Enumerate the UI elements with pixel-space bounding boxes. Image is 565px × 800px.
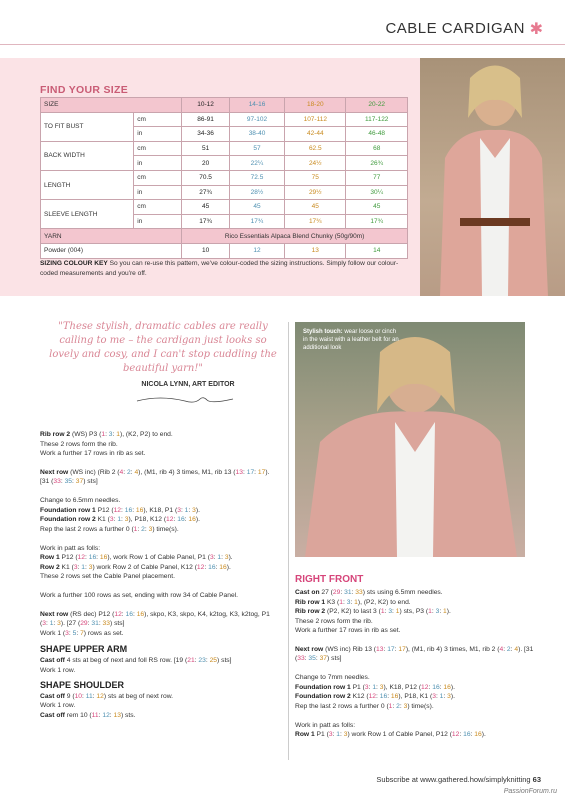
measure-label: SLEEVE LENGTH	[41, 200, 134, 229]
size-value: 16	[432, 683, 440, 691]
instruction-line: These 2 rows set the Cable Panel placement.	[40, 573, 175, 580]
value-cell: 75	[285, 170, 346, 185]
size-value: 4	[134, 469, 139, 476]
size-value: 2	[506, 646, 511, 653]
size-value: 3	[148, 525, 153, 533]
size-value: 3	[108, 431, 113, 438]
size-value: 16	[135, 506, 144, 514]
instruction-line: These 2 rows form the rib.	[40, 440, 118, 448]
size-value: 11	[91, 711, 99, 719]
size-value: 13	[113, 711, 121, 719]
rep-rows: Rep the last 2 rows a further 0 (1: 2: 3) time(s).	[40, 525, 179, 533]
size-value: 16	[208, 563, 216, 571]
size-value: 12	[196, 563, 205, 571]
value-cell: 27¾	[182, 185, 230, 200]
instruction-line: Change to 6.5mm needles.	[40, 497, 121, 504]
header-divider	[0, 44, 565, 45]
size-value: 1	[443, 608, 447, 615]
colour-key-text: So you can re-use this pattern, we've colour-coded the sizing instructions. Simply follow our colour-coded measurements and you're off.	[40, 260, 399, 277]
foundation-row-2: Foundation row 2 K1 (3: 1: 3), P18, K12 (12: 16: 16).	[40, 516, 200, 523]
value-cell: 45	[285, 200, 346, 215]
instruction-line: Change to 7mm needles.	[295, 674, 370, 681]
value-cell: 72.5	[229, 170, 284, 185]
size-cell: 20-22	[346, 98, 408, 113]
size-header-row	[41, 98, 408, 113]
sizing-colour-key	[40, 259, 410, 278]
size-cell: 14-16	[229, 98, 284, 113]
size-value: 3	[403, 702, 408, 710]
size-value: 13	[376, 646, 384, 653]
powder-value: 14	[346, 243, 408, 258]
foundation-row-1-right: Foundation row 1 P1 (3: 1: 3), K18, P12 (12: 16: 16).	[295, 683, 455, 691]
size-value: 16	[390, 693, 399, 700]
rep-rows-right: Rep the last 2 rows a further 0 (1: 2: 3) time(s).	[295, 702, 434, 710]
size-value: 16	[88, 554, 97, 561]
measure-row-cm	[41, 170, 408, 185]
value-cell: 24½	[285, 156, 346, 171]
size-value: 3	[209, 554, 214, 561]
size-value: 1	[116, 431, 120, 438]
powder-value: 10	[182, 243, 230, 258]
size-value: 3	[343, 731, 348, 738]
cast-off-9: Cast off 9 (10: 11: 12) sts at beg of next row.	[40, 692, 174, 700]
cast-off-4: Cast off 4 sts at beg of next and foll RS row. [19 (21: 23: 25) sts]	[40, 657, 232, 664]
size-value: 3	[346, 598, 351, 606]
size-value: 7	[80, 630, 84, 637]
value-cell: 68	[346, 141, 408, 156]
size-value: 2	[141, 525, 145, 533]
asterisk-icon: ✱	[529, 21, 543, 38]
unit-cm: cm	[134, 141, 182, 156]
photo-caption	[303, 328, 399, 352]
size-value: 1	[354, 598, 358, 606]
rib-row-2: Rib row 2 (WS) P3 (1: 3: 1), (K2, P2) to end.	[40, 431, 173, 438]
model-illustration-top	[420, 58, 565, 296]
instruction-line: Work in patt as folls:	[40, 544, 101, 552]
model-illustration-bottom	[295, 322, 525, 557]
model-photo-bottom	[295, 322, 525, 557]
watermark: PassionForum.ru	[503, 788, 557, 795]
yarn-value: Rico Essentials Alpaca Blend Chunky (50g/90m)	[182, 229, 408, 244]
page-title: CABLE CARDIGAN	[385, 20, 525, 37]
page-number: 63	[532, 775, 541, 784]
measure-row-cm	[41, 141, 408, 156]
size-value: 17	[257, 469, 266, 476]
size-value: 17	[246, 469, 255, 476]
size-value: 16	[474, 731, 482, 738]
size-value: 16	[379, 693, 388, 700]
next-row-right: Next row (WS inc) Rib 13 (13: 17: 17), (M1, rib 4) 3 times, M1, rib 2 (4: 2: 4). [31 (33: 35: 37) sts]	[295, 646, 534, 663]
size-value: 3	[42, 620, 46, 628]
size-value: 1	[184, 506, 189, 514]
value-cell: 17¾	[346, 214, 408, 229]
size-value: 4	[514, 646, 519, 653]
value-cell: 30¼	[346, 185, 408, 200]
size-value: 3	[124, 516, 129, 523]
size-value: 16	[177, 516, 185, 523]
size-value: 2	[396, 702, 400, 710]
size-value: 1	[428, 608, 432, 615]
size-value: 1	[395, 608, 400, 615]
rib-row-1: Rib row 1 K3 (1: 3: 1), (P2, K2) to end.	[295, 598, 411, 606]
value-cell: 97-102	[229, 112, 284, 127]
size-value: 33	[53, 478, 61, 486]
size-value: 12	[102, 711, 110, 719]
size-value: 12	[166, 516, 174, 523]
size-value: 1	[388, 702, 393, 710]
size-value: 1	[339, 598, 343, 606]
footer	[376, 775, 541, 784]
unit-in: in	[134, 127, 182, 142]
powder-value: 12	[229, 243, 284, 258]
row-1-right: Row 1 P1 (3: 1: 3) work Row 1 of Cable Panel, P12 (12: 16: 16).	[295, 731, 486, 738]
size-value: 17	[398, 646, 406, 653]
size-value: 3	[364, 683, 369, 691]
pull-quote: "These stylish, dramatic cables are really calling to me – the cardigan just looks so lovely and cosy, and I can't stop cuddling the beautiful yarn!"	[49, 321, 277, 374]
size-value: 35	[308, 655, 316, 663]
instruction-line: Work a further 17 rows in rib as set.	[40, 450, 146, 457]
yarn-label: YARN	[41, 229, 182, 244]
size-value: 3	[73, 563, 78, 571]
photo-caption-bold: Stylish touch:	[303, 329, 343, 335]
size-value: 3	[192, 506, 196, 514]
size-value: 11	[85, 692, 93, 700]
size-value: 29	[80, 620, 88, 628]
value-cell: 70.5	[182, 170, 230, 185]
value-cell: 22¼	[229, 156, 284, 171]
size-value: 17	[387, 646, 395, 653]
size-value: 3	[177, 506, 181, 514]
instruction-line: Work in patt as folls:	[295, 721, 356, 729]
instruction-line: These 2 rows form the rib.	[295, 617, 373, 625]
measure-row-cm	[41, 112, 408, 127]
instruction-line: Work a further 100 rows as set, ending with row 34 of Cable Panel.	[40, 592, 239, 599]
footer-subscribe: Subscribe at www.gathered.how/simplyknitting	[376, 775, 531, 784]
size-value: 3	[447, 693, 451, 700]
size-value: 1	[336, 731, 341, 738]
value-cell: 62.5	[285, 141, 346, 156]
value-cell: 107-112	[285, 112, 346, 127]
cast-on: Cast on 27 (29: 31: 33) sts using 6.5mm needles.	[295, 589, 443, 596]
measure-label: BACK WIDTH	[41, 141, 134, 170]
colour-key-label: SIZING COLOUR KEY	[40, 260, 108, 267]
size-value: 2	[126, 469, 131, 476]
value-cell: 117-122	[346, 112, 408, 127]
size-value: 1	[380, 608, 385, 615]
column-divider	[288, 322, 289, 760]
size-value: 1	[49, 620, 54, 628]
rib-row-2-right: Rib row 2 (P2, K2) to last 3 (1: 3: 1) sts, P3 (1: 3: 1).	[295, 608, 451, 615]
size-value: 12	[368, 693, 377, 700]
instruction-line: Work a further 17 rows in rib as set.	[295, 627, 401, 634]
shape-shoulder-heading: SHAPE SHOULDER	[40, 679, 125, 690]
size-value: 16	[443, 683, 451, 691]
size-value: 4	[499, 646, 504, 653]
foundation-row-1: Foundation row 1 P12 (12: 16: 16), K18, P1 (3: 1: 3).	[40, 506, 200, 514]
size-value: 37	[319, 655, 328, 663]
next-row-rs: Next row (RS dec) P12 (12: 16: 16), skpo, K3, skpo, K4, k2tog, K3, k2tog, P1 (3: 1: 3). [27 (29: 31: 33) sts]	[40, 611, 270, 628]
size-value: 12	[421, 683, 429, 691]
flourish-icon	[135, 393, 235, 407]
yarn-row	[41, 229, 408, 244]
measure-label: LENGTH	[41, 170, 134, 199]
cast-off-rem: Cast off rem 10 (11: 12: 13) sts.	[40, 711, 136, 719]
unit-cm: cm	[134, 112, 182, 127]
value-cell: 17¾	[182, 214, 230, 229]
measure-label: TO FIT BUST	[41, 112, 134, 141]
size-value: 1	[117, 516, 122, 523]
value-cell: 45	[182, 200, 230, 215]
size-value: 37	[75, 478, 84, 486]
size-value: 1	[101, 431, 106, 438]
value-cell: 20	[182, 156, 230, 171]
value-cell: 45	[346, 200, 408, 215]
size-value: 3	[109, 516, 114, 523]
size-value: 16	[124, 506, 133, 514]
work-rows: Work 1 (3: 5: 7) rows as set.	[40, 630, 124, 637]
size-value: 1	[439, 693, 444, 700]
unit-in: in	[134, 185, 182, 200]
size-value: 23	[198, 657, 206, 664]
size-value: 16	[219, 563, 227, 571]
value-cell: 42-44	[285, 127, 346, 142]
measure-row-cm	[41, 200, 408, 215]
size-cell: 10-12	[182, 98, 230, 113]
foundation-row-2-right: Foundation row 2 K12 (12: 16: 16), P18, K1 (3: 1: 3).	[295, 693, 455, 700]
powder-label: Powder (004)	[41, 243, 182, 258]
size-value: 12	[114, 611, 122, 618]
size-value: 3	[379, 683, 384, 691]
size-value: 1	[81, 563, 86, 571]
value-cell: 29½	[285, 185, 346, 200]
value-cell: 77	[346, 170, 408, 185]
size-value: 25	[209, 657, 218, 664]
powder-row	[41, 243, 408, 258]
powder-value: 13	[285, 243, 346, 258]
instruction-line: Work 1 row.	[40, 702, 76, 709]
size-value: 31	[91, 620, 99, 628]
size-value: 16	[188, 516, 196, 523]
size-value: 1	[372, 683, 377, 691]
unit-cm: cm	[134, 170, 182, 185]
size-value: 10	[74, 692, 83, 700]
value-cell: 86-91	[182, 112, 230, 127]
size-value: 16	[463, 731, 471, 738]
size-value: 16	[99, 554, 108, 561]
right-front-heading: RIGHT FRONT	[295, 574, 364, 585]
size-value: 12	[451, 731, 460, 738]
size-value: 33	[297, 655, 305, 663]
value-cell: 17¾	[285, 214, 346, 229]
size-value: 3	[224, 554, 229, 561]
size-value: 3	[88, 563, 93, 571]
size-value: 4	[119, 469, 124, 476]
find-your-size-heading: FIND YOUR SIZE	[40, 84, 129, 96]
instruction-line: Work 1 row.	[40, 666, 76, 674]
size-value: 3	[65, 630, 69, 637]
size-value: 21	[187, 657, 195, 664]
value-cell: 57	[229, 141, 284, 156]
value-cell: 34-36	[182, 127, 230, 142]
size-value: 29	[332, 589, 341, 596]
size-value: 3	[388, 608, 393, 615]
quote-attribution: NICOLA LYNN, ART EDITOR	[141, 381, 235, 388]
value-cell: 28½	[229, 185, 284, 200]
size-value: 16	[136, 611, 145, 618]
row-2: Row 2 K1 (3: 1: 3) work Row 2 of Cable Panel, K12 (12: 16: 16).	[40, 563, 231, 571]
value-cell: 45	[229, 200, 284, 215]
size-cell: 18-20	[285, 98, 346, 113]
size-value: 12	[77, 554, 85, 561]
value-cell: 51	[182, 141, 230, 156]
shape-upper-arm-heading: SHAPE UPPER ARM	[40, 644, 128, 654]
row-1: Row 1 P12 (12: 16: 16), work Row 1 of Cable Panel, P1 (3: 1: 3).	[40, 554, 233, 561]
value-cell: 46-48	[346, 127, 408, 142]
value-cell: 26¾	[346, 156, 408, 171]
size-value: 33	[102, 620, 110, 628]
size-value: 3	[435, 608, 440, 615]
size-value: 16	[125, 611, 133, 618]
size-value: 12	[96, 692, 104, 700]
size-value: 3	[432, 693, 436, 700]
value-cell: 38-40	[229, 127, 284, 142]
size-value: 33	[355, 589, 363, 596]
value-cell: 17¾	[229, 214, 284, 229]
size-table	[40, 97, 408, 259]
model-photo-top	[420, 58, 565, 296]
size-value: 3	[57, 620, 61, 628]
next-row-ws: Next row (WS inc) (Rib 2 (4: 2: 4), (M1, rib 4) 3 times, M1, rib 13 (13: 17: 17). [31 (33: 35: 37) sts]	[40, 469, 270, 486]
size-value: 12	[113, 506, 122, 514]
size-value: 5	[72, 630, 77, 637]
unit-in: in	[134, 156, 182, 171]
size-value: 1	[133, 525, 138, 533]
size-value: 35	[64, 478, 73, 486]
unit-cm: cm	[134, 200, 182, 215]
size-value: 31	[344, 589, 352, 596]
size-value: 13	[235, 469, 243, 476]
size-label-cell: SIZE	[41, 98, 182, 113]
size-value: 3	[328, 731, 333, 738]
photo-caption-text: wear loose or cinch in the waist with a leather belt for an additional look	[303, 329, 399, 351]
unit-in: in	[134, 214, 182, 229]
size-value: 1	[217, 554, 222, 561]
